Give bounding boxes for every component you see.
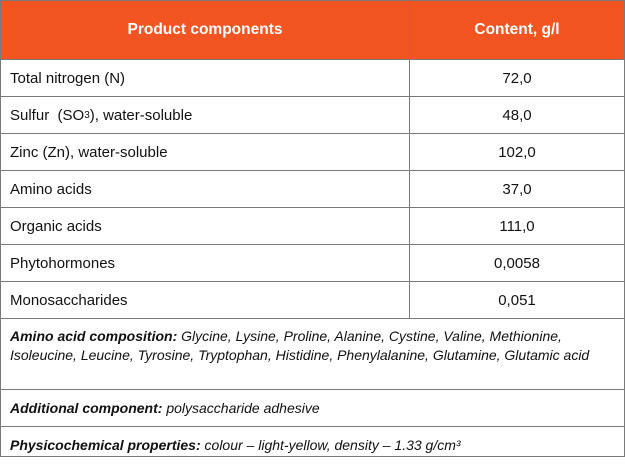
row-value: 0,0058: [494, 254, 540, 272]
row-label: Phytohormones: [1, 245, 410, 281]
table-row-organic-acids: [1, 208, 624, 245]
row-label: Zinc (Zn), water-soluble: [1, 134, 410, 170]
table-row-amino-acids: [1, 171, 624, 208]
row-label-pre: Sulfur (SO: [10, 106, 85, 124]
row-value: 48,0: [502, 106, 532, 124]
row-label: Total nitrogen (N): [1, 60, 410, 96]
row-label-post: ), water-soluble: [89, 106, 193, 124]
note-additional-component: [1, 390, 624, 427]
row-value: 102,0: [498, 143, 536, 161]
note-text: Glycine, Lysine, Proline, Alanine, Cystine, Valine, Methionine, Isoleucine, Leucine, Tyrosine, Tryptophan, Histidine, Phenylalanine, Glutamine, Glutamic acid: [10, 328, 590, 363]
table-header: [1, 1, 624, 60]
row-value: 37,0: [502, 180, 532, 198]
header-content: Content, g/l: [474, 21, 560, 38]
note-text: polysaccharide adhesive: [162, 400, 320, 416]
table-row-monosaccharides: [1, 282, 624, 319]
row-value: 111,0: [499, 217, 535, 235]
table-row-zinc: [1, 134, 624, 171]
row-label: Amino acids: [1, 171, 410, 207]
row-label: Organic acids: [1, 208, 410, 244]
table-row-phytohormones: [1, 245, 624, 282]
header-product-components: Product components: [1, 1, 410, 59]
row-value: 72,0: [502, 69, 532, 87]
note-text: colour – light-yellow, density – 1.33 g/cm³: [200, 437, 461, 453]
note-label: Amino acid composition:: [10, 328, 178, 344]
note-label: Physicochemical properties:: [10, 437, 201, 453]
table-row-total-nitrogen: [1, 60, 624, 97]
row-label-sub: 3: [84, 109, 90, 121]
note-physicochemical-properties: [1, 427, 624, 464]
note-label: Additional component:: [10, 400, 163, 416]
row-value: 0,051: [498, 291, 536, 309]
row-label: [1, 97, 410, 133]
table-row-sulfur: [1, 97, 624, 134]
row-label: Monosaccharides: [1, 282, 410, 318]
note-amino-acid-composition: [1, 319, 624, 390]
